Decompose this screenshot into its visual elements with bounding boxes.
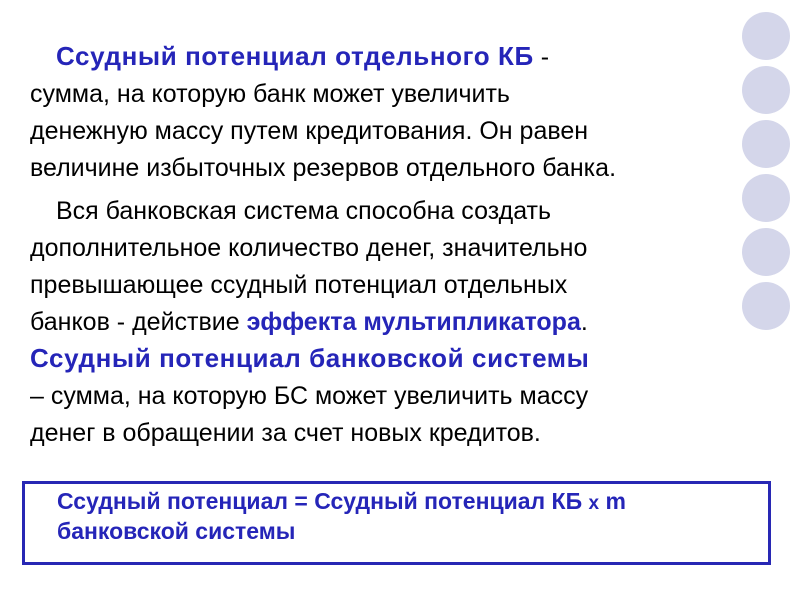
text-line: сумма, на которую банк может увеличить — [30, 80, 510, 108]
text-line: превышающее ссудный потенциал отдельных — [30, 271, 568, 299]
decorative-circle — [742, 12, 790, 60]
formula-left: Ссудный потенциал = Ссудный потенциал КБ — [57, 488, 589, 514]
term-multiplier-effect: эффекта мультипликатора — [246, 308, 581, 336]
decorative-circle — [742, 120, 790, 168]
text-line: денежную массу путем кредитования. Он равен — [30, 117, 589, 145]
decorative-circle — [742, 228, 790, 276]
decorative-circle — [742, 66, 790, 114]
formula-line-1 — [57, 488, 626, 515]
term-banking-system-loan-potential: Ссудный потенциал банковской системы — [30, 343, 590, 373]
text-line: Вся банковская система способна создать — [56, 197, 552, 225]
text-line-suffix: . — [580, 308, 588, 336]
text-line: дополнительное количество денег, значительно — [30, 234, 588, 262]
multiply-sign: x — [588, 493, 600, 514]
banking-system-paragraph — [30, 193, 735, 341]
definition-paragraph-individual-bank — [30, 38, 730, 187]
term-individual-bank-loan-potential: Ссудный потенциал отдельного КБ — [56, 41, 534, 71]
formula-multiplier: m — [599, 488, 626, 514]
text-line: – сумма, на которую БС может увеличить массу — [30, 382, 589, 410]
term-dash: - — [533, 43, 550, 71]
text-line-prefix: банков - действие — [30, 308, 247, 336]
formula-line-2: банковской системы — [57, 518, 296, 544]
text-line: величине избыточных резервов отдельного банка. — [30, 154, 617, 182]
formula-box — [22, 481, 771, 565]
text-line: денег в обращении за счет новых кредитов. — [30, 419, 541, 447]
decorative-circle — [742, 282, 790, 330]
definition-paragraph-banking-system — [30, 340, 790, 452]
decorative-circle — [742, 174, 790, 222]
